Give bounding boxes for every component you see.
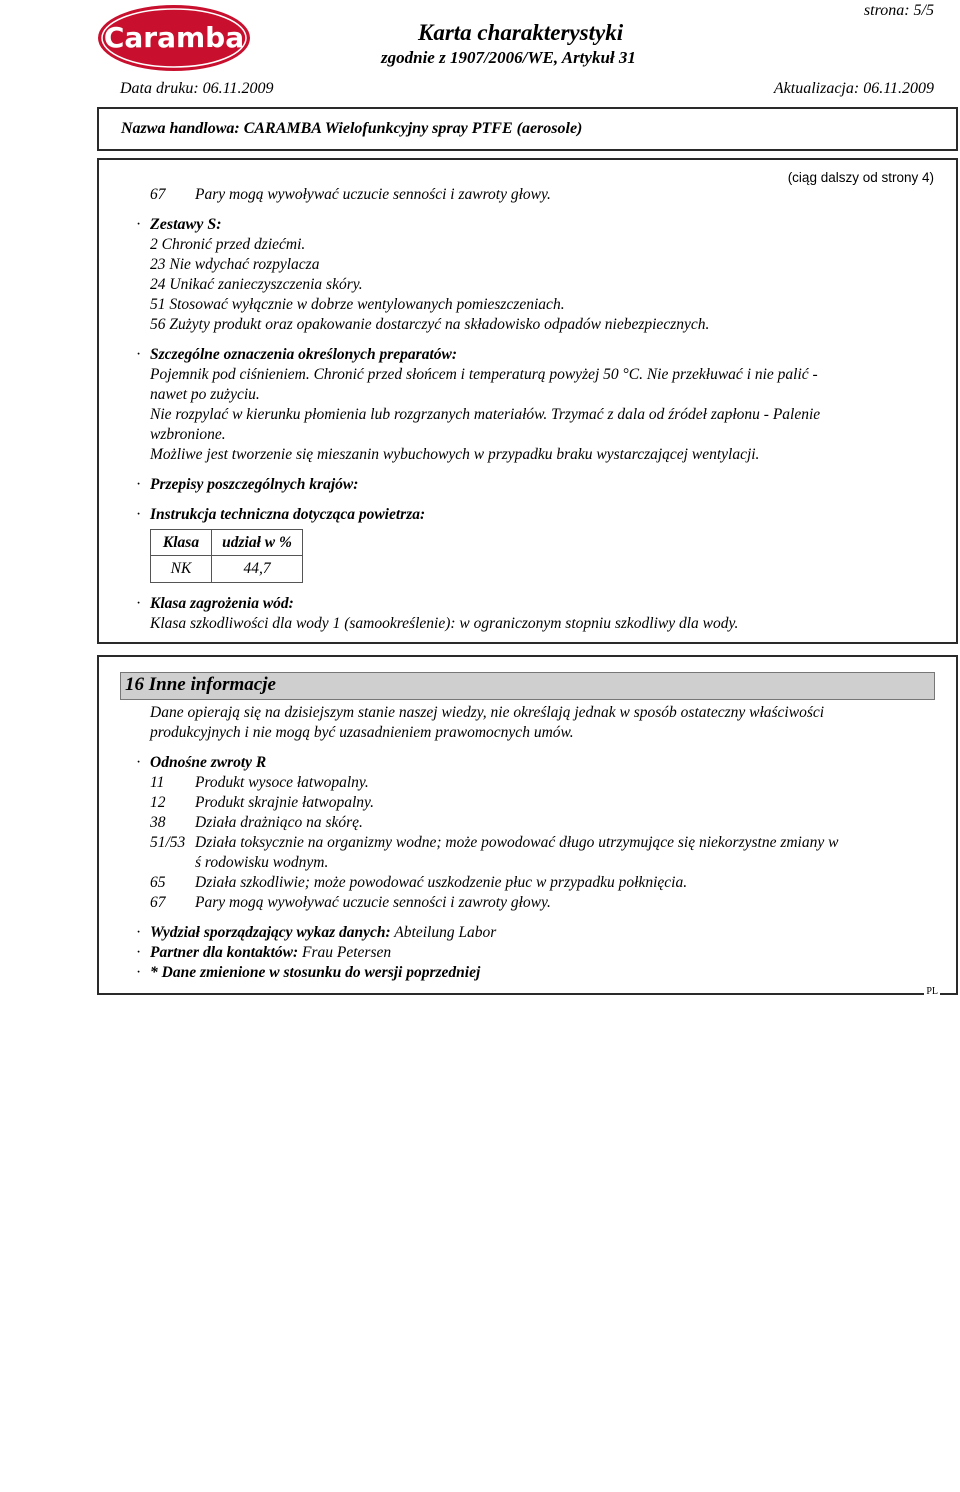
table-cell-value: 44,7 [212, 556, 303, 583]
r-phrase-number: 65 [150, 874, 166, 891]
document-title: Karta charakterystyki [418, 20, 624, 45]
print-date: Data druku: 06.11.2009 [120, 80, 274, 97]
r67-text: Pary mogą wywoływać uczucie senności i zawroty głowy. [195, 186, 551, 203]
special-marking-line: Możliwe jest tworzenie się mieszanin wybuchowych w przypadku braku wystarczającej wentylacji. [150, 446, 760, 463]
r-phrases-heading: Odnośne zwroty R [150, 754, 267, 771]
water-hazard-heading: Klasa zagrożenia wód: [150, 595, 294, 612]
r-phrase-text: Działa szkodliwie; może powodować uszkodzenie płuc w przypadku połknięcia. [195, 874, 688, 891]
update-date: Aktualizacja: 06.11.2009 [773, 80, 934, 97]
issuing-department-label: Wydział sporządzający wykaz danych: [150, 924, 391, 941]
bullet: · [136, 346, 142, 363]
bullet: · [136, 476, 142, 493]
r-phrase-text: Produkt wysoce łatwopalny. [195, 774, 369, 791]
r-phrase-text: Działa drażniąco na skórę. [195, 814, 363, 831]
bullet: · [136, 595, 142, 612]
table-header-class: Klasa [151, 530, 212, 556]
r-phrase-text: Produkt skrajnie łatwopalny. [195, 794, 374, 811]
contact-person-label: Partner dla kontaktów: [150, 944, 299, 961]
s-phrase: 51 Stosować wyłącznie w dobrze wentylowanych pomieszczeniach. [150, 296, 565, 313]
changed-data-note: * Dane zmienione w stosunku do wersji poprzedniej [150, 964, 481, 981]
s-phrase: 56 Zużyty produkt oraz opakowanie dostarczyć na składowisko odpadów niebezpiecznych. [150, 316, 710, 333]
s-phrase: 23 Nie wdychać rozpylacza [150, 256, 320, 273]
r67-number: 67 [150, 186, 166, 203]
national-regulations-heading: Przepisy poszczególnych krajów: [150, 476, 359, 493]
r-phrase-text: Pary mogą wywoływać uczucie senności i zawroty głowy. [195, 894, 551, 911]
section16-header [120, 672, 935, 700]
special-marking-line: wzbronione. [150, 426, 226, 443]
section16-intro: produkcyjnych i nie mogą być uzasadnieniem prawomocnych umów. [150, 724, 574, 741]
bullet: · [136, 754, 142, 771]
trade-name: Nazwa handlowa: CARAMBA Wielofunkcyjny spray PTFE (aerosole) [121, 120, 583, 137]
r-phrase-text: Działa toksycznie na organizmy wodne; może powodować długo utrzymujące się niekorzystne zmiany w [195, 834, 839, 851]
bullet: · [136, 964, 142, 981]
air-instruction-heading: Instrukcja techniczna dotycząca powietrza: [150, 506, 426, 523]
contact-person [150, 944, 391, 962]
special-marking-line: Pojemnik pod ciśnieniem. Chronić przed słońcem i temperaturą powyżej 50 °C. Nie przekłuwać i nie palić - [150, 366, 818, 383]
issuing-department [150, 924, 496, 942]
bullet: · [136, 924, 142, 941]
special-markings-heading: Szczególne oznaczenia określonych preparatów: [150, 346, 457, 363]
r-phrase-text-continued: ś rodowisku wodnym. [195, 854, 329, 871]
table-header-share: udział w % [212, 530, 303, 556]
bullet: · [136, 216, 142, 233]
contact-person-value: Frau Petersen [302, 944, 392, 961]
language-code: PL [926, 986, 938, 997]
table-row [151, 556, 303, 583]
s-phrase: 2 Chronić przed dziećmi. [150, 236, 306, 253]
bullet: · [136, 944, 142, 961]
s-phrase: 24 Unikać zanieczyszczenia skóry. [150, 276, 363, 293]
section16-title: 16 Inne informacje [125, 674, 276, 695]
special-marking-line: nawet po zużyciu. [150, 386, 260, 403]
document-subtitle: zgodnie z 1907/2006/WE, Artykuł 31 [381, 48, 636, 67]
r-phrase-number: 11 [150, 774, 165, 791]
r-phrase-number: 67 [150, 894, 166, 911]
caramba-logo [96, 2, 256, 74]
bullet: · [136, 506, 142, 523]
r-phrase-number: 51/53 [150, 834, 186, 851]
trade-name-box [97, 107, 958, 151]
s-phrases-heading: Zestawy S: [150, 216, 222, 233]
special-marking-line: Nie rozpylać w kierunku płomienia lub rozgrzanych materiałów. Trzymać z dala od źródeł zapłonu - Palenie [150, 406, 821, 423]
issuing-department-value: Abteilung Labor [394, 924, 497, 941]
logo-text: Caramba [103, 21, 245, 54]
water-hazard-text: Klasa szkodliwości dla wody 1 (samookreślenie): w ograniczonym stopniu szkodliwy dla wody. [150, 615, 739, 632]
table-header-row [151, 530, 303, 556]
air-class-table [150, 529, 303, 583]
r-phrase-number: 38 [150, 814, 166, 831]
section16-intro: Dane opierają się na dzisiejszym stanie naszej wiedzy, nie określają jednak w sposób ostateczny właściwości [150, 704, 825, 721]
table-cell-class: NK [151, 556, 212, 583]
page-number: strona: 5/5 [863, 2, 934, 19]
r-phrase-number: 12 [150, 794, 166, 811]
continuation-note: (ciąg dalszy od strony 4) [787, 170, 934, 185]
